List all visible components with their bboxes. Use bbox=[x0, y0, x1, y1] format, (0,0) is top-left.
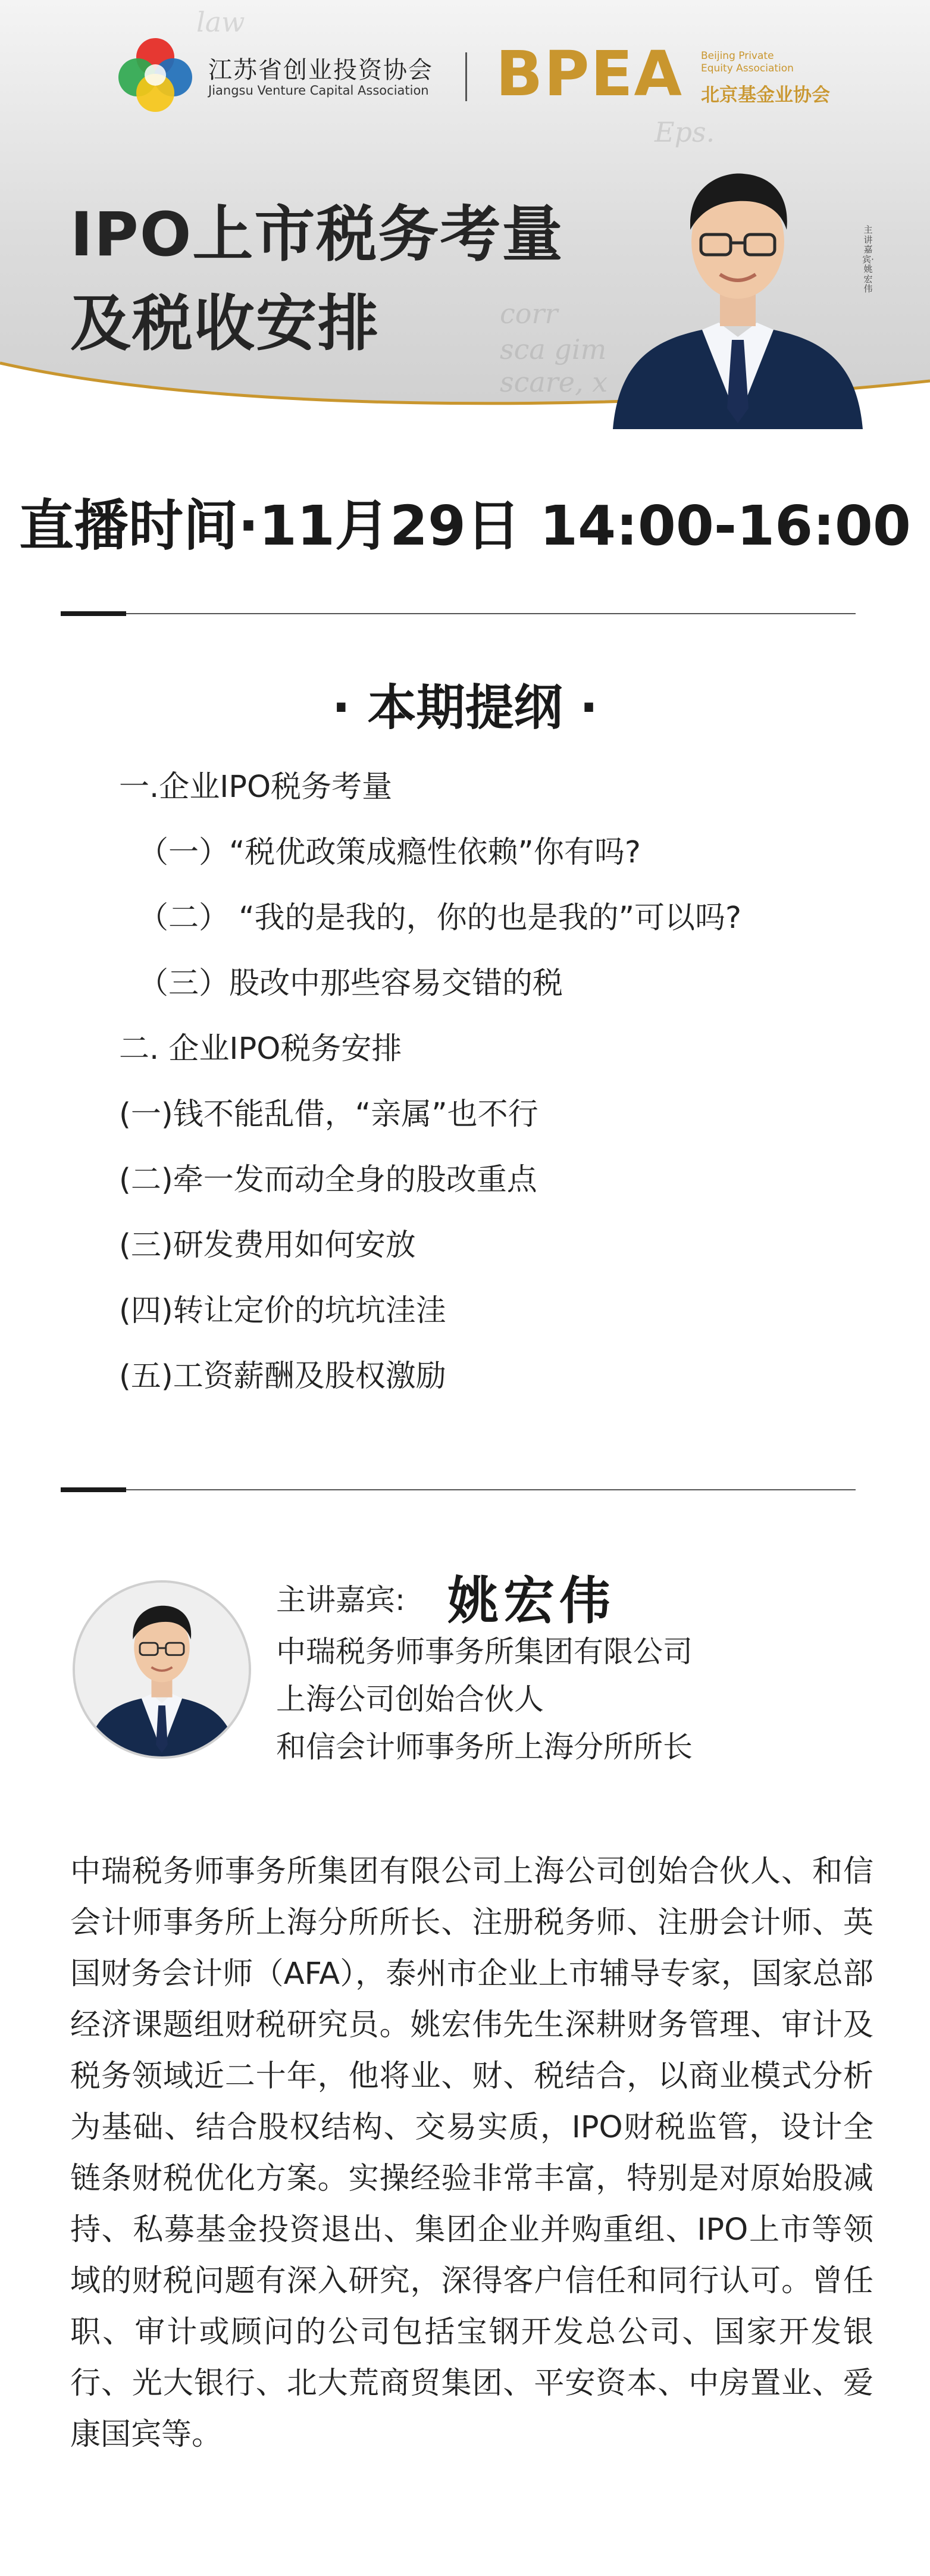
outline-item: （二） “我的是我的，你的也是我的”可以吗? bbox=[138, 901, 742, 936]
outline-item: (一)钱不能乱借，“亲属”也不行 bbox=[119, 1097, 538, 1132]
bpea-name-en: Beijing Private Equity Association bbox=[701, 50, 794, 75]
speaker-role: 中瑞税务师事务所集团有限公司 bbox=[276, 1634, 693, 1669]
outline-item: (五)工资薪酬及股权激励 bbox=[119, 1359, 446, 1394]
live-time: 直播时间·11月29日 14:00-16:00 bbox=[19, 494, 911, 558]
background-word: scare, x bbox=[500, 366, 608, 398]
outline-heading: · 本期提纲 · bbox=[331, 680, 599, 736]
speaker-role: 和信会计师事务所上海分所所长 bbox=[276, 1730, 693, 1764]
outline-item: （三）股改中那些容易交错的税 bbox=[138, 966, 563, 1001]
bpea-name-cn: 北京基金业协会 bbox=[701, 85, 830, 106]
bpea-logo: BPEA bbox=[496, 37, 684, 110]
background-word: law bbox=[196, 6, 245, 38]
outline-item: (三)研发费用如何安放 bbox=[119, 1228, 416, 1263]
avatar bbox=[73, 1580, 251, 1759]
outline-item: （一）“税优政策成瘾性依赖”你有吗? bbox=[138, 835, 641, 870]
background-word: corr bbox=[500, 298, 558, 330]
outline-item: (二)牵一发而动全身的股改重点 bbox=[119, 1162, 537, 1198]
speaker-label: 主讲嘉宾: bbox=[276, 1583, 405, 1617]
outline-item: 二. 企业IPO税务安排 bbox=[119, 1031, 402, 1067]
speaker-bio: 中瑞税务师事务所集团有限公司上海公司创始合伙人、和信会计师事务所上海分所所长、注册税务师、注册会计师、英国财务会计师（AFA），泰州市企业上市辅导专家，国家总部经济课题组财税研究员。姚宏伟先生深耕财务管理、审计及税务领域近二十年，他将业、财、税结合，以商业模式分析为基础、结合股权结构、交易实质，IPO财税监管，设计全链条财税优化方案。实操经验非常丰富，特别是对原始股减持、私募基金投资退出、集团企业并购重组、IPO上市等领域的财税问题有深入研究，深得客户信任和同行认可。曾任职、审计或顾问的公司包括宝钢开发总公司、国家开发银行、光大银行、北大荒商贸集团、平安资本、中房置业、爱康国宾等。 bbox=[70, 1854, 873, 2452]
speaker-avatar-image bbox=[75, 1583, 249, 1756]
outline-item: 一.企业IPO税务考量 bbox=[119, 770, 393, 805]
jvca-name-en: Jiangsu Venture Capital Association bbox=[208, 83, 429, 98]
title-line-1: IPO上市税务考量 bbox=[70, 199, 564, 270]
background-word: sca gim bbox=[500, 333, 607, 365]
background-word: Eps. bbox=[655, 116, 715, 148]
jvca-name-cn: 江苏省创业投资协会 bbox=[208, 57, 433, 84]
speaker-vertical-label: 主讲嘉宾·姚宏伟 bbox=[862, 224, 874, 294]
page-title bbox=[70, 190, 563, 369]
jvca-logo bbox=[111, 31, 200, 114]
section-divider bbox=[61, 613, 856, 614]
logo-separator bbox=[465, 52, 467, 101]
speaker-name: 姚宏伟 bbox=[447, 1571, 615, 1631]
section-divider bbox=[61, 1489, 856, 1490]
speaker-portrait bbox=[601, 140, 875, 429]
outline-item: (四)转让定价的坑坑洼洼 bbox=[119, 1293, 446, 1328]
speaker-role: 上海公司创始合伙人 bbox=[276, 1682, 544, 1717]
title-line-2: 及税收安排 bbox=[70, 289, 380, 359]
